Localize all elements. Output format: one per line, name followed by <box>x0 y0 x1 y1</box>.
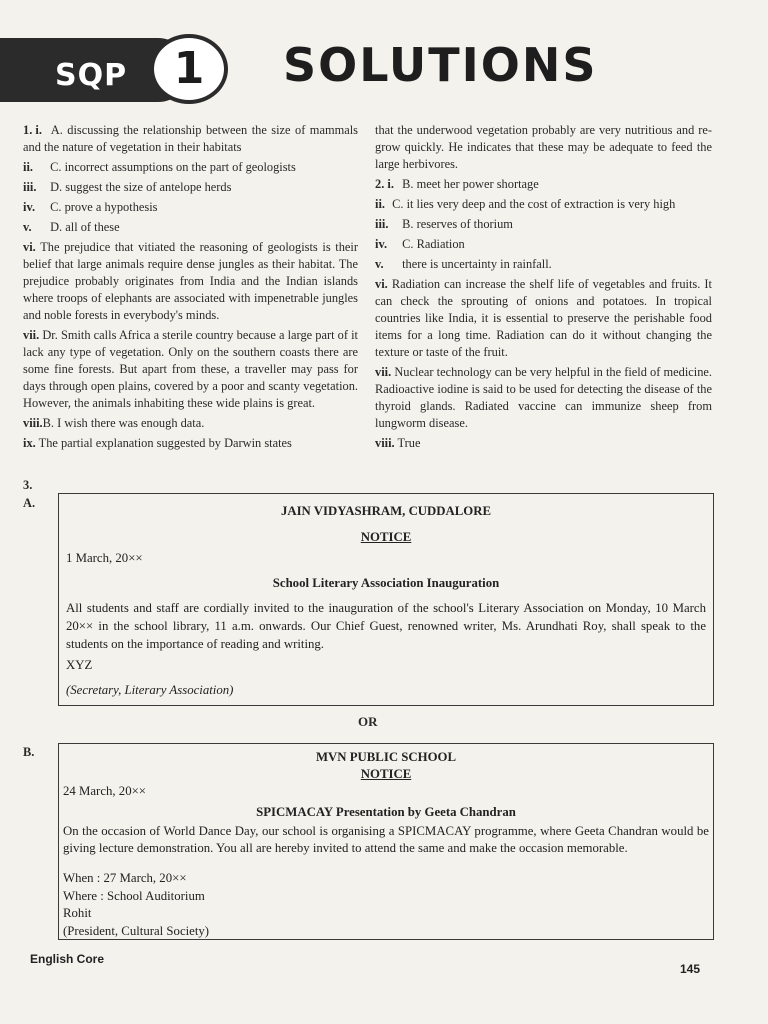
answer-item: iv. C. Radiation <box>375 237 465 251</box>
paper-number-badge: 1 <box>150 34 228 104</box>
notice-b-signatory: Rohit <box>63 906 92 920</box>
answer-item: vii. Dr. Smith calls Africa a sterile country because a large part of it lack any type of vegetation. Only on the southern coasts there are some fine forests. But apart from these, a traveller may pass for days through open plains, covered by a poor and scanty vegetation. However, the animals inhabiting these wide plains is great. <box>23 328 358 410</box>
section-number: 3. <box>23 478 33 492</box>
answer-item: v. there is uncertainty in rainfall. <box>375 257 552 271</box>
answer-item: v. D. all of these <box>23 220 120 234</box>
answer-item: iii. D. suggest the size of antelope herds <box>23 180 232 194</box>
page-header <box>0 30 768 110</box>
answer-item: vii. Nuclear technology can be very helpful in the field of medicine. Radioactive iodine is said to be used for detecting the disease of the thyroid glands. Radiated vaccine can immunize sheep from lungworm disease. <box>375 365 712 430</box>
notice-b-designation: (President, Cultural Society) <box>63 924 210 938</box>
notice-a-designation: (Secretary, Literary Association) <box>66 683 234 697</box>
answer-item: 1. i. A. discussing the relationship between the size of mammals and the nature of vegetation in their habitats <box>23 123 358 154</box>
answer-item: ii. C. it lies very deep and the cost of extraction is very high <box>375 197 676 211</box>
answer-item: vi. The prejudice that vitiated the reasoning of geologists is their belief that large animals require dense jungles as their habitat. The prejudice probably originates from India and the Indian islands where troops of elephants are associated with impenetrable jungles and noble forests in everybody's minds. <box>23 240 358 322</box>
notice-a-body: All students and staff are cordially invited to the inauguration of the school's Literary Association on Monday, 10 March 20×× in the school library, 11 a.m. onwards. Our Chief Guest, renowned writer, Ms. Arundhati Roy, shall speak to the students on the importance of reading and writing. <box>66 601 706 651</box>
answer-item: 2. i. B. meet her power shortage <box>375 177 539 191</box>
footer-subject: English Core <box>30 952 105 966</box>
notice-a-school: JAIN VIDYASHRAM, CUDDALORE <box>280 504 492 518</box>
option-b-label: B. <box>23 745 35 759</box>
notice-b-where: Where : School Auditorium <box>63 889 205 903</box>
notice-a-heading: NOTICE <box>360 530 412 544</box>
notice-a-signatory: XYZ <box>66 658 93 672</box>
notice-b-body: On the occasion of World Dance Day, our school is organising a SPICMACAY programme, where Geeta Chandran would be giving lecture demonstration. You all are hereby invited to attend the same and make the occasion memorable. <box>63 824 709 855</box>
answer-item: vi. Radiation can increase the shelf life of vegetables and fruits. It can check the sprouting of onions and potatoes. In tropical countries like India, it is essential to preserve the perishable food items for a long time. Radiation can do it without changing the texture or taste of the fruit. <box>375 277 712 359</box>
notice-b-date: 24 March, 20×× <box>63 784 147 798</box>
notice-b-when: When : 27 March, 20×× <box>63 871 187 885</box>
notice-a-date: 1 March, 20×× <box>66 551 143 565</box>
right-answer-column <box>375 122 712 455</box>
or-separator: OR <box>358 714 378 729</box>
answer-item: iv. C. prove a hypothesis <box>23 200 158 214</box>
page-number: 145 <box>680 962 701 976</box>
notice-box-b <box>58 743 714 940</box>
answer-item: ii. C. incorrect assumptions on the part of geologists <box>23 160 296 174</box>
answer-item: viii.B. I wish there was enough data. <box>23 416 205 430</box>
page-title: SOLUTIONS <box>283 38 598 92</box>
answer-item: that the underwood vegetation probably are very nutritious and re-grow quickly. He indicates that these may be adequate to feed the large herbivores. <box>375 123 712 171</box>
notice-b-school: MVN PUBLIC SCHOOL <box>315 750 457 764</box>
notice-b-heading: NOTICE <box>360 767 412 781</box>
notice-b-subject: SPICMACAY Presentation by Geeta Chandran <box>256 805 516 819</box>
answer-item: iii. B. reserves of thorium <box>375 217 513 231</box>
answer-item: viii. True <box>375 436 421 450</box>
sqp-label: SQP <box>55 58 128 93</box>
option-a-label: A. <box>23 496 36 510</box>
left-answer-column <box>23 122 358 455</box>
notice-a-subject: School Literary Association Inauguration <box>272 576 500 590</box>
answer-item: ix. The partial explanation suggested by Darwin states <box>23 436 292 450</box>
notice-box-a <box>58 493 714 706</box>
